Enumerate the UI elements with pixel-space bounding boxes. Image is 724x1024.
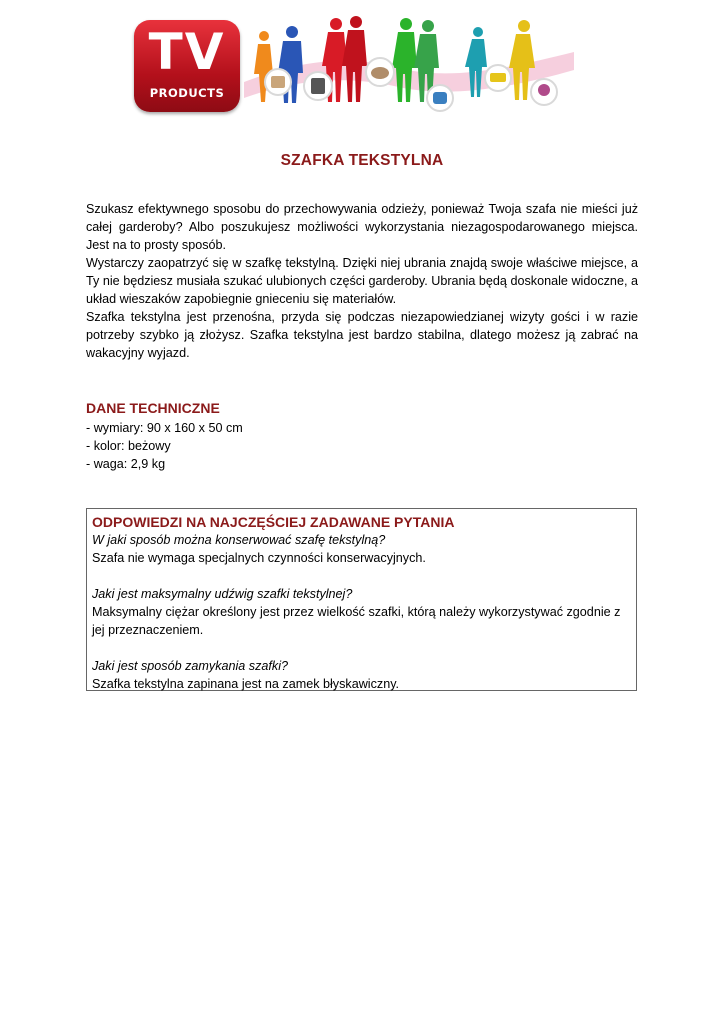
- spec-item-color: - kolor: beżowy: [86, 439, 171, 453]
- logo-products-text: PRODUCTS: [149, 86, 225, 100]
- product-bubble-5: [485, 65, 511, 91]
- intro-paragraph: Szukasz efektywnego sposobu do przechowywania odzieży, ponieważ Twoja szafa nie mieści już całej garderoby? Albo poszukujesz możliwości wykorzystania niezagospodarowanego miejsca. Jest na to prosty sposób.: [86, 202, 638, 252]
- intro-paragraph: Wystarczy zaopatrzyć się w szafkę tekstylną. Dzięki niej ubrania znajdą swoje właściwe miejsce, a Ty nie będziesz musiała szukać ulubionych części garderoby. Ubrania będą doskonale widoczne, a układ wieszaków zapobiegnie gnieceniu się materiałów.: [86, 256, 638, 306]
- faq-answer: Szafka tekstylna zapinana jest na zamek błyskawiczny.: [92, 677, 400, 691]
- tv-products-logo: [134, 20, 240, 112]
- faq-question: Jaki jest maksymalny udźwig szafki tekstylnej?: [92, 587, 353, 601]
- faq-answer: Maksymalny ciężar określony jest przez wielkość szafki, którą należy wykorzystywać zgodnie z jej przeznaczeniem.: [92, 605, 621, 637]
- specs-list: [86, 419, 638, 473]
- logo-tv-text: TV: [148, 23, 226, 81]
- faq-question: Jaki jest sposób zamykania szafki?: [92, 659, 288, 673]
- faq-item: [92, 531, 630, 567]
- specs-heading: DANE TECHNICZNE: [86, 400, 220, 416]
- faq-heading: ODPOWIEDZI NA NAJCZĘŚCIEJ ZADAWANE PYTANIA: [92, 514, 455, 530]
- spec-item-weight: - waga: 2,9 kg: [86, 457, 166, 471]
- faq-item: [92, 657, 630, 693]
- faq-box: [86, 508, 637, 691]
- faq-item: [92, 585, 630, 639]
- header-banner: [134, 12, 574, 112]
- faq-question: W jaki sposób można konserwować szafę tekstylną?: [92, 533, 386, 547]
- page-title: SZAFKA TEKSTYLNA: [280, 152, 444, 169]
- banner-people-illustration: [244, 12, 574, 112]
- product-bubble-4: [427, 85, 453, 111]
- product-bubble-2: [304, 72, 332, 100]
- intro-paragraph: Szafka tekstylna jest przenośna, przyda się podczas niezapowiedzianej wizyty gości i w razie potrzeby szybko ją złożysz. Szafka tekstylna jest bardzo stabilna, dlatego możesz ją zabrać na wakacyjny wyjazd.: [86, 310, 638, 360]
- faq-answer: Szafa nie wymaga specjalnych czynności konserwacyjnych.: [92, 551, 426, 565]
- intro-text: [86, 200, 638, 362]
- product-bubble-1: [265, 69, 291, 95]
- red-figure-2: [342, 16, 367, 102]
- product-bubble-3: [366, 58, 394, 86]
- product-bubble-6: [531, 79, 557, 105]
- spec-item-dimensions: - wymiary: 90 x 160 x 50 cm: [86, 421, 243, 435]
